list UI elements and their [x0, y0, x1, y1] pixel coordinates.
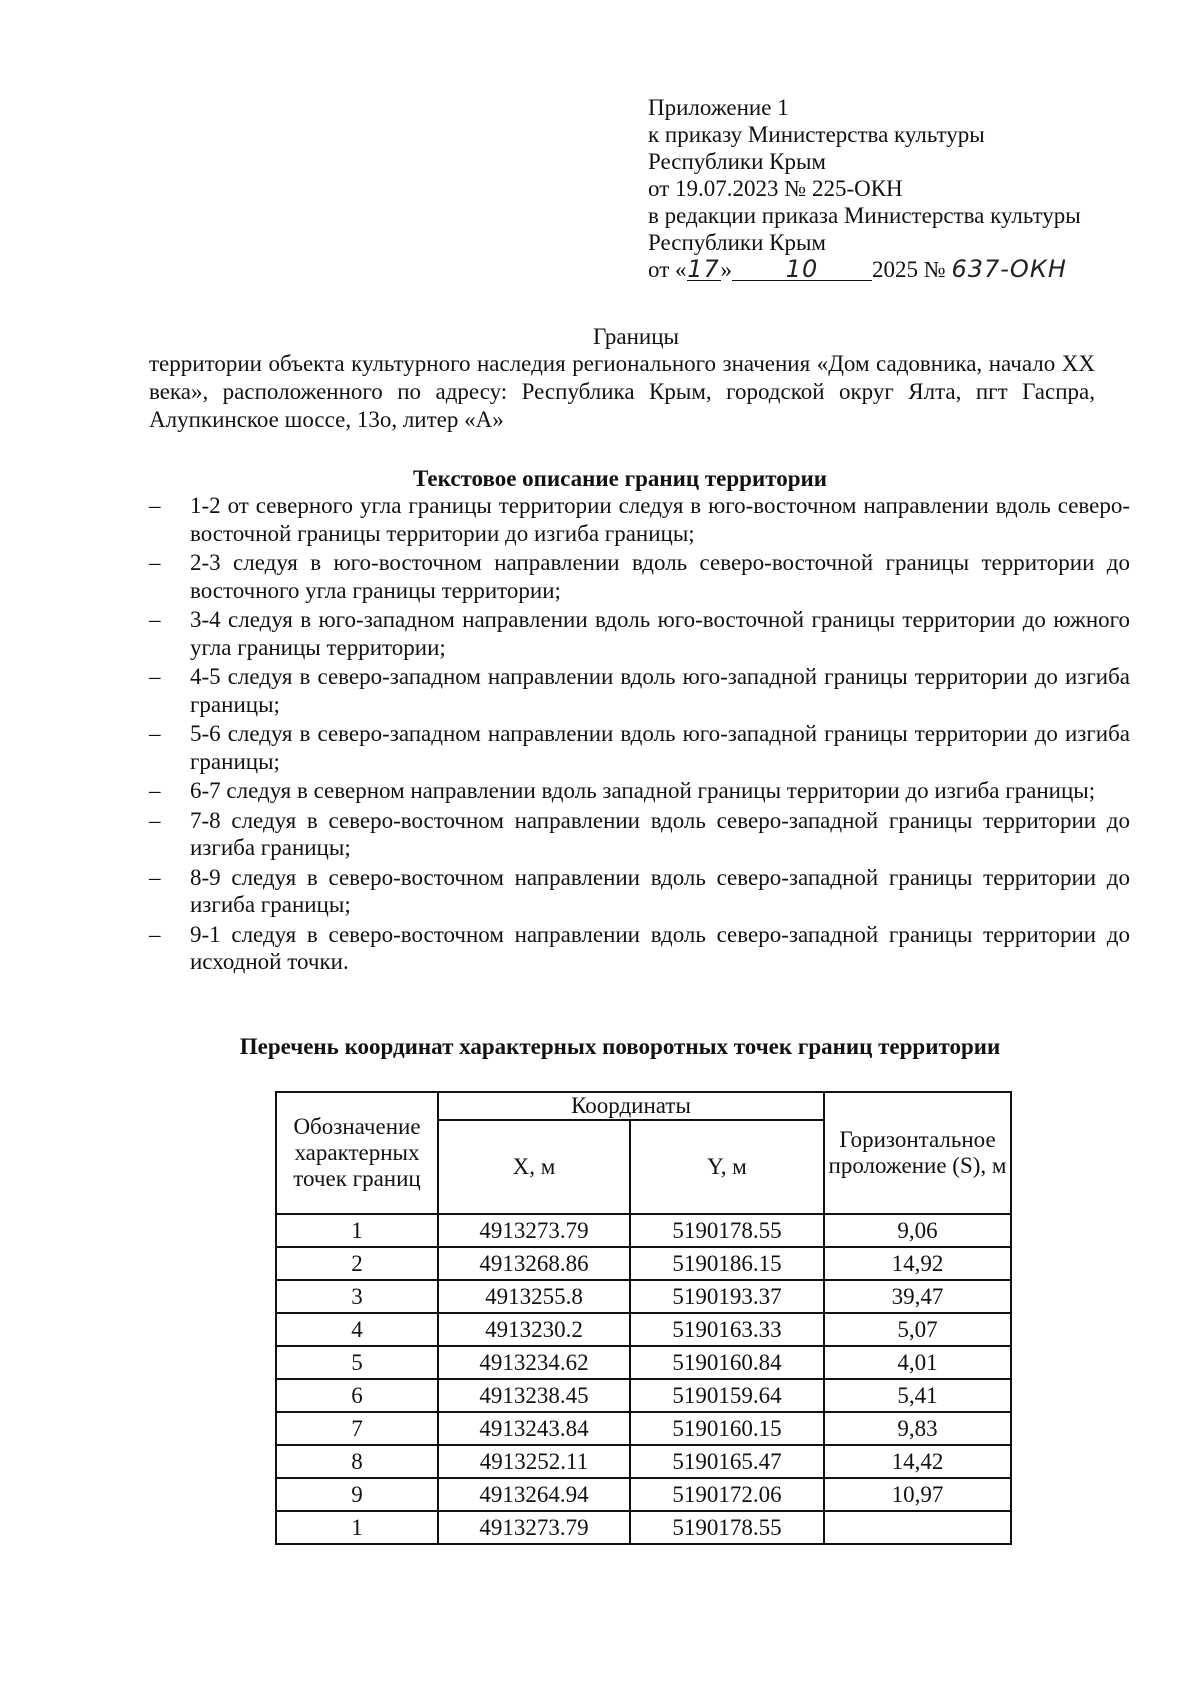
list-item: – 9-1 следуя в северо-восточном направлении вдоль северо-западной границы территории до исходной точки.: [149, 921, 1130, 974]
cell-y: 5190160.15: [630, 1412, 824, 1445]
date-prefix: от «: [648, 257, 687, 282]
cell-point: 4: [276, 1313, 438, 1346]
cell-x: 4913255.8: [438, 1280, 630, 1313]
table-row: [276, 1478, 1011, 1511]
list-item: – 4-5 следуя в северо-западном направлении вдоль юго-западной границы территории до изгиба границы;: [149, 664, 1130, 717]
cell-point: 2: [276, 1247, 438, 1280]
cell-s: 14,42: [824, 1445, 1011, 1478]
cell-s: 5,41: [824, 1379, 1011, 1412]
cell-s: [824, 1511, 1011, 1544]
appendix-label: Приложение 1: [648, 95, 789, 120]
cell-y: 5190186.15: [630, 1247, 824, 1280]
coordinates-table-heading: Перечень координат характерных поворотных точек границ территории: [239, 1034, 1001, 1059]
document-subtitle: территории объекта культурного наследия регионального значения «Дом садовника, начало XX века», расположенного по адресу: Республика Крым, городской округ Ялта, пгт Гаспра, Алупкинское шоссе, 13о, литер «А»: [149, 351, 1095, 432]
table-row: [276, 1412, 1011, 1445]
header-coordinates: Координаты: [438, 1092, 824, 1120]
dash-marker: –: [149, 807, 161, 833]
list-item: – 8-9 следуя в северо-восточном направлении вдоль северо-западной границы территории до изгиба границы;: [149, 864, 1130, 917]
cell-s: 10,97: [824, 1478, 1011, 1511]
table-row: [276, 1247, 1011, 1280]
cell-y: 5190160.84: [630, 1346, 824, 1379]
description-heading: Текстовое описание границ территории: [412, 466, 828, 491]
cell-point: 1: [276, 1214, 438, 1247]
cell-y: 5190159.64: [630, 1379, 824, 1412]
cell-y: 5190163.33: [630, 1313, 824, 1346]
table-header-row: [276, 1092, 1011, 1120]
table-row: [276, 1214, 1011, 1247]
date-year: 2025 №: [872, 257, 946, 282]
cell-s: 14,92: [824, 1247, 1011, 1280]
dash-marker: –: [149, 664, 161, 689]
cell-y: 5190193.37: [630, 1280, 824, 1313]
dash-marker: –: [149, 864, 161, 890]
cell-x: 4913252.11: [438, 1445, 630, 1478]
cell-s: 4,01: [824, 1346, 1011, 1379]
amendment-line: в редакции приказа Министерства культуры: [648, 203, 1081, 228]
cell-s: 9,83: [824, 1412, 1011, 1445]
cell-s: 39,47: [824, 1280, 1011, 1313]
dash-marker: –: [149, 778, 161, 803]
list-item: – 2-3 следуя в юго-восточном направлении вдоль северо-восточной границы территории до восточного угла границы территории;: [149, 550, 1130, 603]
cell-x: 4913230.2: [438, 1313, 630, 1346]
table-row: [276, 1280, 1011, 1313]
date-month-handwritten: 10: [732, 258, 872, 281]
order-number-handwritten: 637-ОКН: [951, 255, 1067, 283]
cell-y: 5190165.47: [630, 1445, 824, 1478]
appendix-header: [648, 94, 1168, 283]
cell-point: 8: [276, 1445, 438, 1478]
dash-marker: –: [149, 607, 161, 632]
list-item: – 3-4 следуя в юго-западном направлении вдоль юго-восточной границы территории до южного угла границы территории;: [149, 607, 1130, 660]
boundary-description-list: [145, 492, 1130, 978]
cell-x: 4913268.86: [438, 1247, 630, 1280]
dash-marker: –: [149, 921, 161, 947]
document-title: Границы: [593, 324, 679, 349]
order-reference-line: к приказу Министерства культуры: [648, 122, 985, 147]
cell-s: 9,06: [824, 1214, 1011, 1247]
coordinates-table: [275, 1091, 1012, 1545]
cell-point: 6: [276, 1379, 438, 1412]
cell-y: 5190178.55: [630, 1511, 824, 1544]
header-horizontal-distance: Горизонтальное проложение (S), м: [824, 1092, 1011, 1214]
cell-point: 9: [276, 1478, 438, 1511]
ministry-region-line: Республики Крым: [648, 149, 826, 174]
list-item: – 1-2 от северного угла границы территории следуя в юго-восточном направлении вдоль северо-восточной границы территории до изгиба границы;: [149, 493, 1130, 546]
date-day-handwritten: 17: [687, 255, 720, 283]
dash-marker: –: [149, 550, 161, 575]
cell-x: 4913264.94: [438, 1478, 630, 1511]
cell-point: 7: [276, 1412, 438, 1445]
list-item: – 7-8 следуя в северо-восточном направлении вдоль северо-западной границы территории до изгиба границы;: [149, 807, 1130, 860]
cell-s: 5,07: [824, 1313, 1011, 1346]
cell-x: 4913234.62: [438, 1346, 630, 1379]
amendment-region-line: Республики Крым: [648, 230, 826, 255]
header-y: Y, м: [630, 1120, 824, 1214]
original-order-date-number: от 19.07.2023 № 225-ОКН: [648, 176, 903, 201]
cell-x: 4913273.79: [438, 1214, 630, 1247]
cell-point: 3: [276, 1280, 438, 1313]
table-row: [276, 1313, 1011, 1346]
table-row: [276, 1346, 1011, 1379]
dash-marker: –: [149, 493, 161, 518]
date-mid: »: [720, 257, 732, 282]
list-item: – 5-6 следуя в северо-западном направлении вдоль юго-западной границы территории до изгиба границы;: [149, 721, 1130, 774]
list-item: – 6-7 следуя в северном направлении вдоль западной границы территории до изгиба границы;: [149, 778, 1096, 803]
cell-y: 5190178.55: [630, 1214, 824, 1247]
amendment-date-line: [648, 256, 1067, 283]
cell-x: 4913273.79: [438, 1511, 630, 1544]
cell-point: 5: [276, 1346, 438, 1379]
dash-marker: –: [149, 721, 161, 746]
cell-x: 4913238.45: [438, 1379, 630, 1412]
table-row: [276, 1511, 1011, 1544]
cell-x: 4913243.84: [438, 1412, 630, 1445]
cell-y: 5190172.06: [630, 1478, 824, 1511]
cell-point: 1: [276, 1511, 438, 1544]
header-x: X, м: [438, 1120, 630, 1214]
table-row: [276, 1379, 1011, 1412]
table-row: [276, 1445, 1011, 1478]
header-point-designation: Обозначение характерных точек границ: [276, 1092, 438, 1214]
